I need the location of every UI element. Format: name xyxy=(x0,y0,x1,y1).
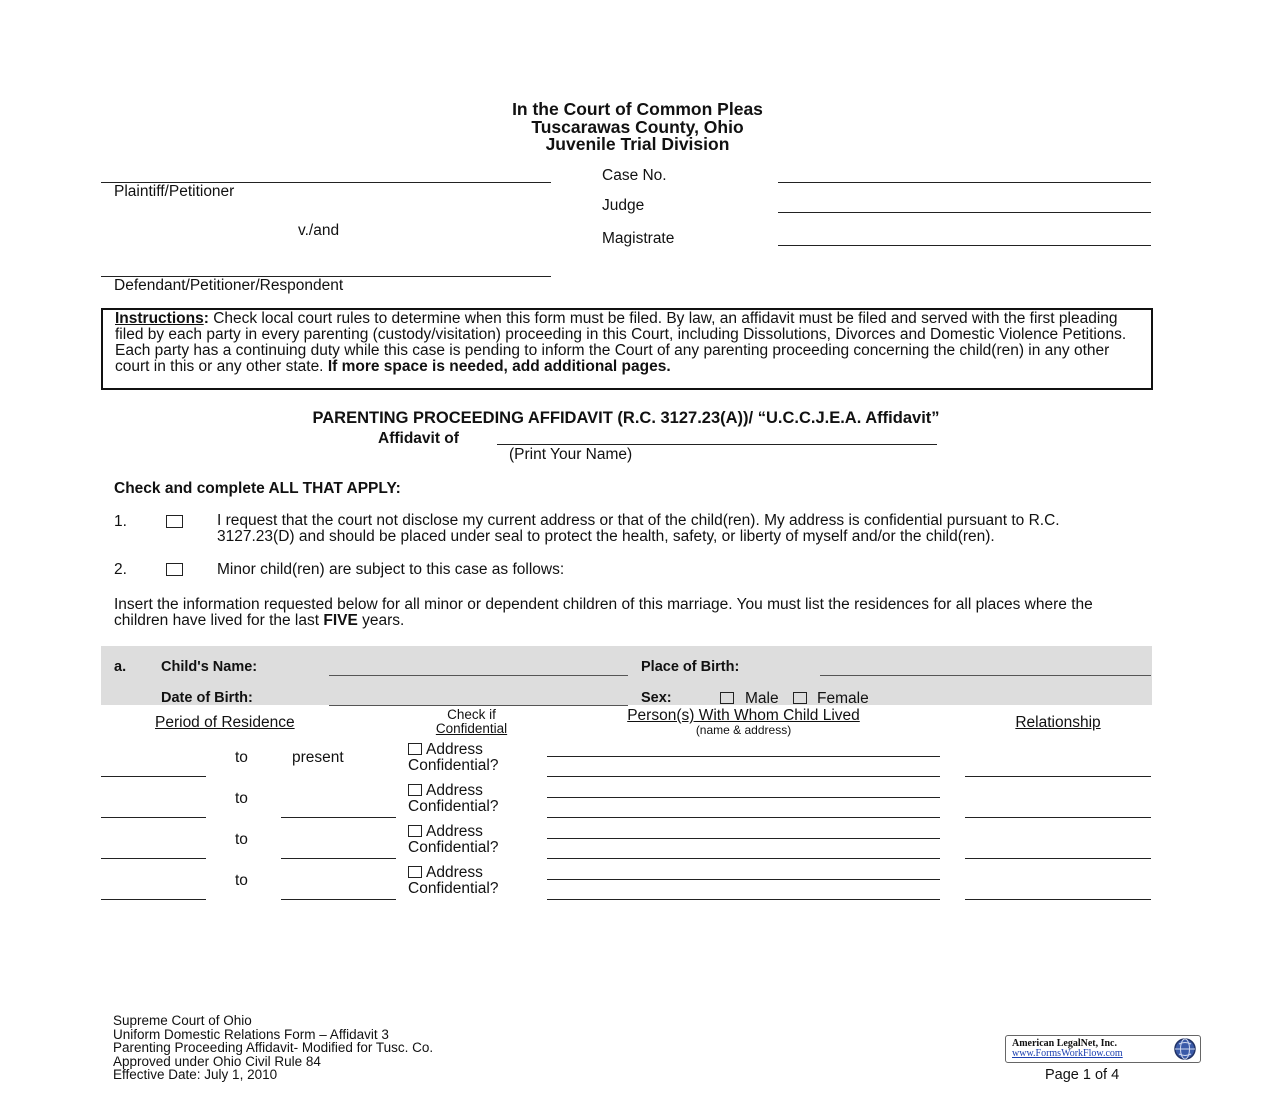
logo-company-name: American LegalNet, Inc. xyxy=(1012,1038,1117,1049)
sex-label: Sex: xyxy=(641,690,672,706)
confidential-question: Confidential? xyxy=(408,880,499,897)
footer-line5: Effective Date: July 1, 2010 xyxy=(113,1067,278,1082)
to-label: to xyxy=(235,749,248,766)
address-label: Address xyxy=(426,823,483,840)
person-name-field[interactable] xyxy=(547,838,940,839)
page-number: Page 1 of 4 xyxy=(1045,1067,1120,1083)
person-address-field[interactable] xyxy=(547,858,940,859)
logo-url-link[interactable]: www.FormsWorkFlow.com xyxy=(1012,1048,1123,1059)
magistrate-label: Magistrate xyxy=(602,230,675,247)
from-date-field[interactable] xyxy=(101,858,206,859)
address-label: Address xyxy=(426,864,483,881)
persons-header: Person(s) With Whom Child Lived xyxy=(627,707,860,724)
to-date-field[interactable] xyxy=(281,817,396,818)
item1-text: I request that the court not disclose my current address or that of the child(ren). My address is confidential pursuant to R.C. 3127.23(D) and should be placed under seal to protect the health, safety, or liberty of myself and/or the child(ren). xyxy=(217,512,1060,545)
place-of-birth-field[interactable] xyxy=(820,675,1151,676)
from-date-field[interactable] xyxy=(101,817,206,818)
county-title: Tuscarawas County, Ohio xyxy=(531,117,744,137)
name-address-hint: (name & address) xyxy=(695,723,792,737)
relationship-field[interactable] xyxy=(965,899,1151,900)
footer-info xyxy=(113,1014,433,1082)
female-label: Female xyxy=(817,690,869,707)
female-checkbox[interactable] xyxy=(793,692,807,704)
person-address-field[interactable] xyxy=(547,776,940,777)
instructions-emphasis: If more space is needed, add additional pages. xyxy=(327,358,671,375)
address-label: Address xyxy=(426,782,483,799)
insert-info-text xyxy=(114,597,1134,629)
insert-info-emphasis: FIVE xyxy=(323,612,358,629)
to-date-field[interactable] xyxy=(281,858,396,859)
to-label: to xyxy=(235,872,248,889)
present-label: present xyxy=(292,749,344,766)
magistrate-field[interactable] xyxy=(778,245,1151,246)
relationship-header: Relationship xyxy=(1015,714,1101,731)
address-confidential-checkbox[interactable] xyxy=(408,743,422,755)
address-confidential-checkbox[interactable] xyxy=(408,825,422,837)
check-if-header: Check if xyxy=(447,707,496,722)
insert-info-end: years. xyxy=(357,612,405,629)
from-date-field[interactable] xyxy=(101,899,206,900)
footer-line2: Uniform Domestic Relations Form – Affidavit 3 xyxy=(113,1026,389,1042)
address-confidential-checkbox[interactable] xyxy=(408,784,422,796)
instructions-box: Instructions: Check local court rules to determine when this form must be filed. By law, an affidavit must be filed and served with the first pleading filed by each party in every parenting (custody/visitation) proceeding in this Court, including Dissolutions, Divorces and Domestic Violence Petitions. Each party has a continuing duty while this case is pending to inform the Court of any parenting proceeding concerning the child(ren) in any other court in this or any other state. If more space is needed, add additional pages. xyxy=(101,308,1153,390)
confidential-question: Confidential? xyxy=(408,798,499,815)
instructions-heading: Instructions xyxy=(115,310,204,327)
to-label: to xyxy=(235,790,248,807)
child-name-field[interactable] xyxy=(329,675,628,676)
plaintiff-label: Plaintiff/Petitioner xyxy=(114,183,235,200)
footer-line4: Approved under Ohio Civil Rule 84 xyxy=(113,1053,321,1069)
relationship-field[interactable] xyxy=(965,817,1151,818)
item2-text: Minor child(ren) are subject to this case as follows: xyxy=(217,561,565,578)
affiant-name-field[interactable] xyxy=(497,444,937,445)
instructions-body: Check local court rules to determine when this form must be filed. By law, an affidavit must be filed and served with the first pleading filed by each party in every parenting (custody/visitation) proceeding in this Court, including Dissolutions, Divorces and Domestic Violence Petitions. Each party has a continuing duty while this case is pending to inform the Court of any parenting proceeding concerning the child(ren) in any other court in this or any other state. xyxy=(115,310,1127,375)
division-title: Juvenile Trial Division xyxy=(545,134,730,154)
to-date-field[interactable] xyxy=(281,899,396,900)
item2-number: 2. xyxy=(114,561,127,578)
address-label: Address xyxy=(426,741,483,758)
child-name-label: Child's Name: xyxy=(161,659,258,675)
check-all-label: Check and complete ALL THAT APPLY: xyxy=(114,480,401,497)
male-checkbox[interactable] xyxy=(720,692,734,704)
affidavit-of-label: Affidavit of xyxy=(378,430,459,447)
item1-number: 1. xyxy=(114,513,127,530)
person-name-field[interactable] xyxy=(547,879,940,880)
period-header: Period of Residence xyxy=(155,714,295,731)
item1-checkbox[interactable] xyxy=(166,515,183,528)
child-letter: a. xyxy=(114,659,127,675)
affidavit-title: PARENTING PROCEEDING AFFIDAVIT (R.C. 3127.23(A))/ “U.C.C.J.E.A. Affidavit” xyxy=(312,409,940,427)
to-label: to xyxy=(235,831,248,848)
defendant-label: Defendant/Petitioner/Respondent xyxy=(114,277,344,294)
relationship-field[interactable] xyxy=(965,776,1151,777)
date-of-birth-label: Date of Birth: xyxy=(161,690,253,706)
person-name-field[interactable] xyxy=(547,756,940,757)
person-address-field[interactable] xyxy=(547,817,940,818)
legalnet-logo xyxy=(1005,1035,1201,1063)
globe-icon xyxy=(1173,1037,1197,1061)
footer-line3: Parenting Proceeding Affidavit- Modified for Tusc. Co. xyxy=(113,1040,434,1055)
judge-label: Judge xyxy=(602,197,645,214)
case-no-field[interactable] xyxy=(778,182,1151,183)
confidential-question: Confidential? xyxy=(408,839,499,856)
person-name-field[interactable] xyxy=(547,797,940,798)
insert-info-body: Insert the information requested below for all minor or dependent children of this marriage. You must list the residences for all places where the children have lived for the last xyxy=(114,596,1093,629)
item2-checkbox[interactable] xyxy=(166,563,183,576)
court-title: In the Court of Common Pleas xyxy=(512,99,763,119)
address-confidential-checkbox[interactable] xyxy=(408,866,422,878)
relationship-field[interactable] xyxy=(965,858,1151,859)
male-label: Male xyxy=(745,690,779,707)
judge-field[interactable] xyxy=(778,212,1151,213)
print-name-hint: (Print Your Name) xyxy=(509,446,633,463)
footer-line1: Supreme Court of Ohio xyxy=(113,1013,252,1028)
vs-label: v./and xyxy=(298,222,340,239)
person-address-field[interactable] xyxy=(547,899,940,900)
from-date-field[interactable] xyxy=(101,776,206,777)
confidential-header: Confidential xyxy=(435,721,508,736)
confidential-question: Confidential? xyxy=(408,757,499,774)
place-of-birth-label: Place of Birth: xyxy=(641,659,740,675)
date-of-birth-field[interactable] xyxy=(329,705,628,706)
case-no-label: Case No. xyxy=(602,167,667,184)
